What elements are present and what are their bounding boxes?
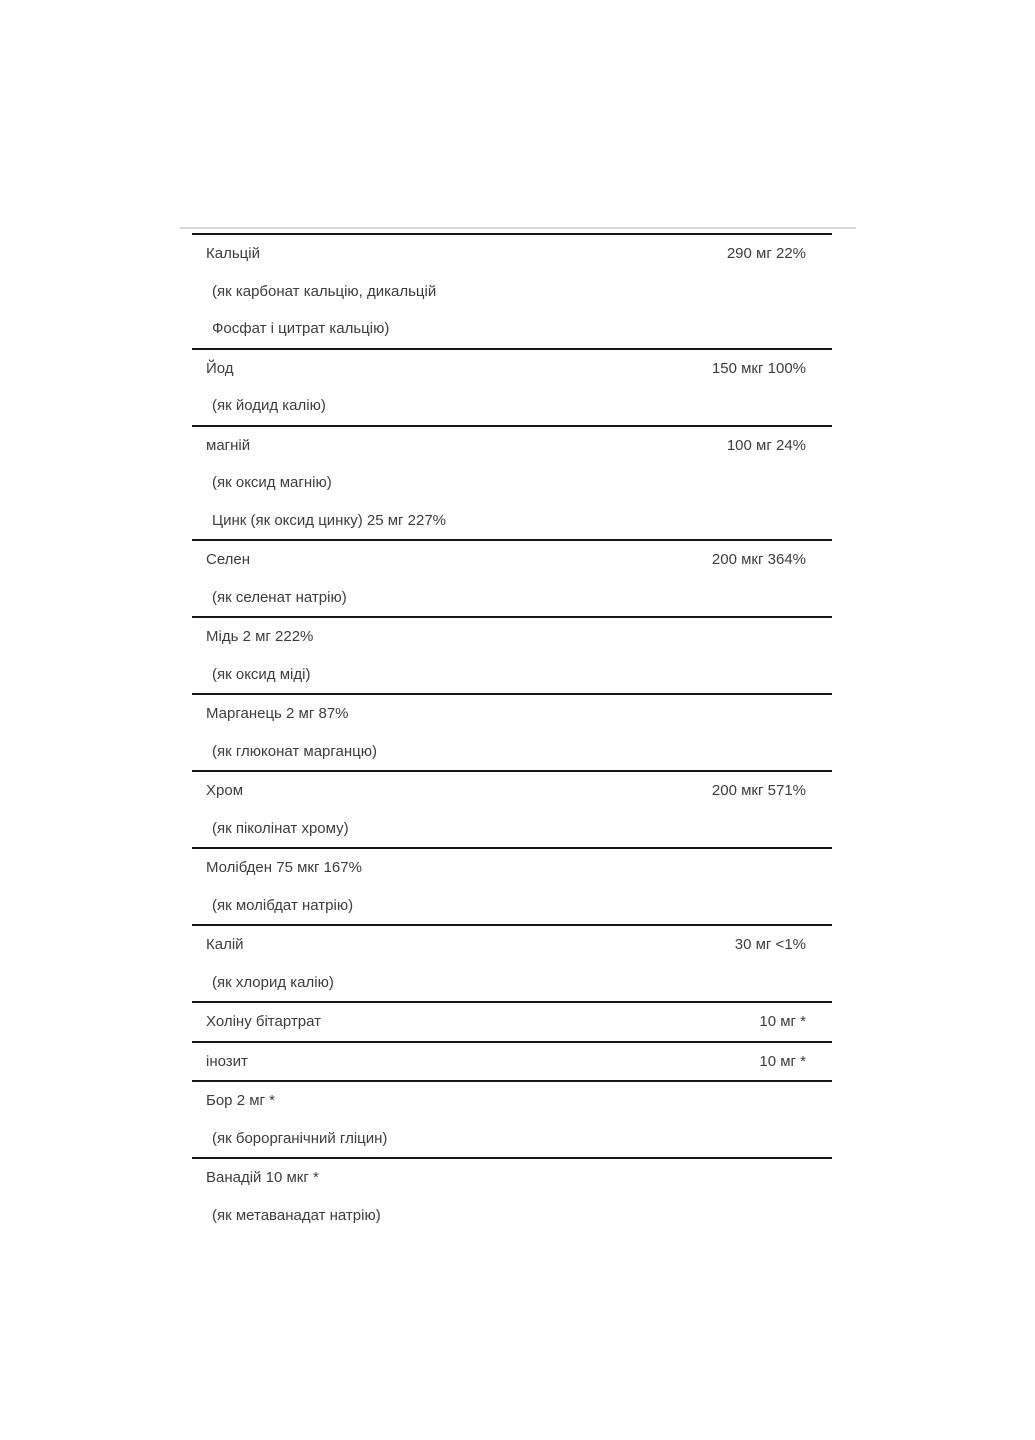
table-row (192, 233, 832, 348)
table-row (192, 1157, 832, 1234)
table-line (192, 1003, 832, 1041)
table-line (192, 964, 832, 1002)
table-row (192, 693, 832, 770)
supplement-facts-table (192, 233, 832, 1234)
table-line (192, 772, 832, 810)
amount-text: 10 мг * (759, 1013, 806, 1030)
amount-text: 200 мкг 571% (711, 782, 806, 799)
ingredient-text: Йод (206, 359, 234, 377)
ingredient-text: інозит (206, 1052, 248, 1070)
table-row (192, 1001, 832, 1041)
table-row (192, 1080, 832, 1157)
table-row (192, 924, 832, 1001)
ingredient-text: Калій (206, 936, 244, 953)
table-line (192, 1120, 832, 1158)
amount-text: 30 мг <1% (734, 936, 806, 953)
table-row (192, 425, 832, 540)
ingredient-text: магній (206, 436, 251, 454)
ingredient-text: Цинк (як оксид цинку) 25 мг 227% (212, 511, 447, 529)
ingredient-text: (як оксид міді) (212, 665, 311, 683)
ingredient-text: Фосфат і цитрат кальцію) (212, 320, 390, 337)
table-row (192, 1041, 832, 1081)
table-line (192, 1197, 832, 1235)
ingredient-text: Мідь 2 мг 222% (206, 628, 314, 645)
amount-text: 150 мкг 100% (711, 359, 806, 377)
ingredient-text: (як метаванадат натрію) (212, 1206, 381, 1224)
ingredient-text: Молібден 75 мкг 167% (206, 859, 362, 876)
ingredient-text: (як піколінат хрому) (212, 819, 349, 837)
ingredient-text: Хром (206, 782, 244, 799)
table-line (192, 1159, 832, 1197)
table-line (192, 502, 832, 540)
ingredient-text: (як молібдат натрію) (212, 896, 354, 914)
table-row (192, 348, 832, 425)
amount-text: 100 мг 24% (726, 436, 806, 454)
amount-text: 200 мкг 364% (711, 551, 806, 568)
table-line (192, 926, 832, 964)
table-line (192, 350, 832, 388)
amount-text: 10 мг * (759, 1052, 806, 1070)
ingredient-text: (як карбонат кальцію, дикальцій (212, 282, 437, 300)
table-line (192, 427, 832, 465)
table-line (192, 541, 832, 579)
table-line (192, 887, 832, 925)
ingredient-text: (як глюконат марганцю) (212, 742, 377, 760)
ingredient-text: (як борорганічний гліцин) (212, 1129, 388, 1147)
ingredient-text: (як оксид магнію) (212, 474, 332, 491)
table-row (192, 847, 832, 924)
table-line (192, 1082, 832, 1120)
supplement-facts-section (180, 227, 856, 1234)
table-line (192, 387, 832, 425)
table-line (192, 810, 832, 848)
ingredient-text: (як селенат натрію) (212, 588, 347, 606)
table-line (192, 618, 832, 656)
ingredient-text: (як йодид калію) (212, 397, 326, 414)
table-line (192, 310, 832, 348)
ingredient-text: Ванадій 10 мкг * (206, 1169, 319, 1186)
table-line (192, 656, 832, 694)
page-divider-line (180, 227, 856, 229)
table-line (192, 695, 832, 733)
table-line (192, 464, 832, 502)
ingredient-text: (як хлорид калію) (212, 973, 334, 991)
table-row (192, 539, 832, 616)
table-row (192, 770, 832, 847)
ingredient-text: Холіну бітартрат (206, 1013, 321, 1030)
ingredient-text: Селен (206, 551, 251, 568)
table-line (192, 235, 832, 273)
table-row (192, 616, 832, 693)
ingredient-text: Бор 2 мг * (206, 1092, 275, 1109)
amount-text: 290 мг 22% (726, 245, 806, 262)
ingredient-text: Марганець 2 мг 87% (206, 705, 349, 722)
table-line (192, 1043, 832, 1081)
table-line (192, 273, 832, 311)
table-line (192, 733, 832, 771)
table-line (192, 579, 832, 617)
ingredient-text: Кальцій (206, 245, 260, 262)
table-line (192, 849, 832, 887)
